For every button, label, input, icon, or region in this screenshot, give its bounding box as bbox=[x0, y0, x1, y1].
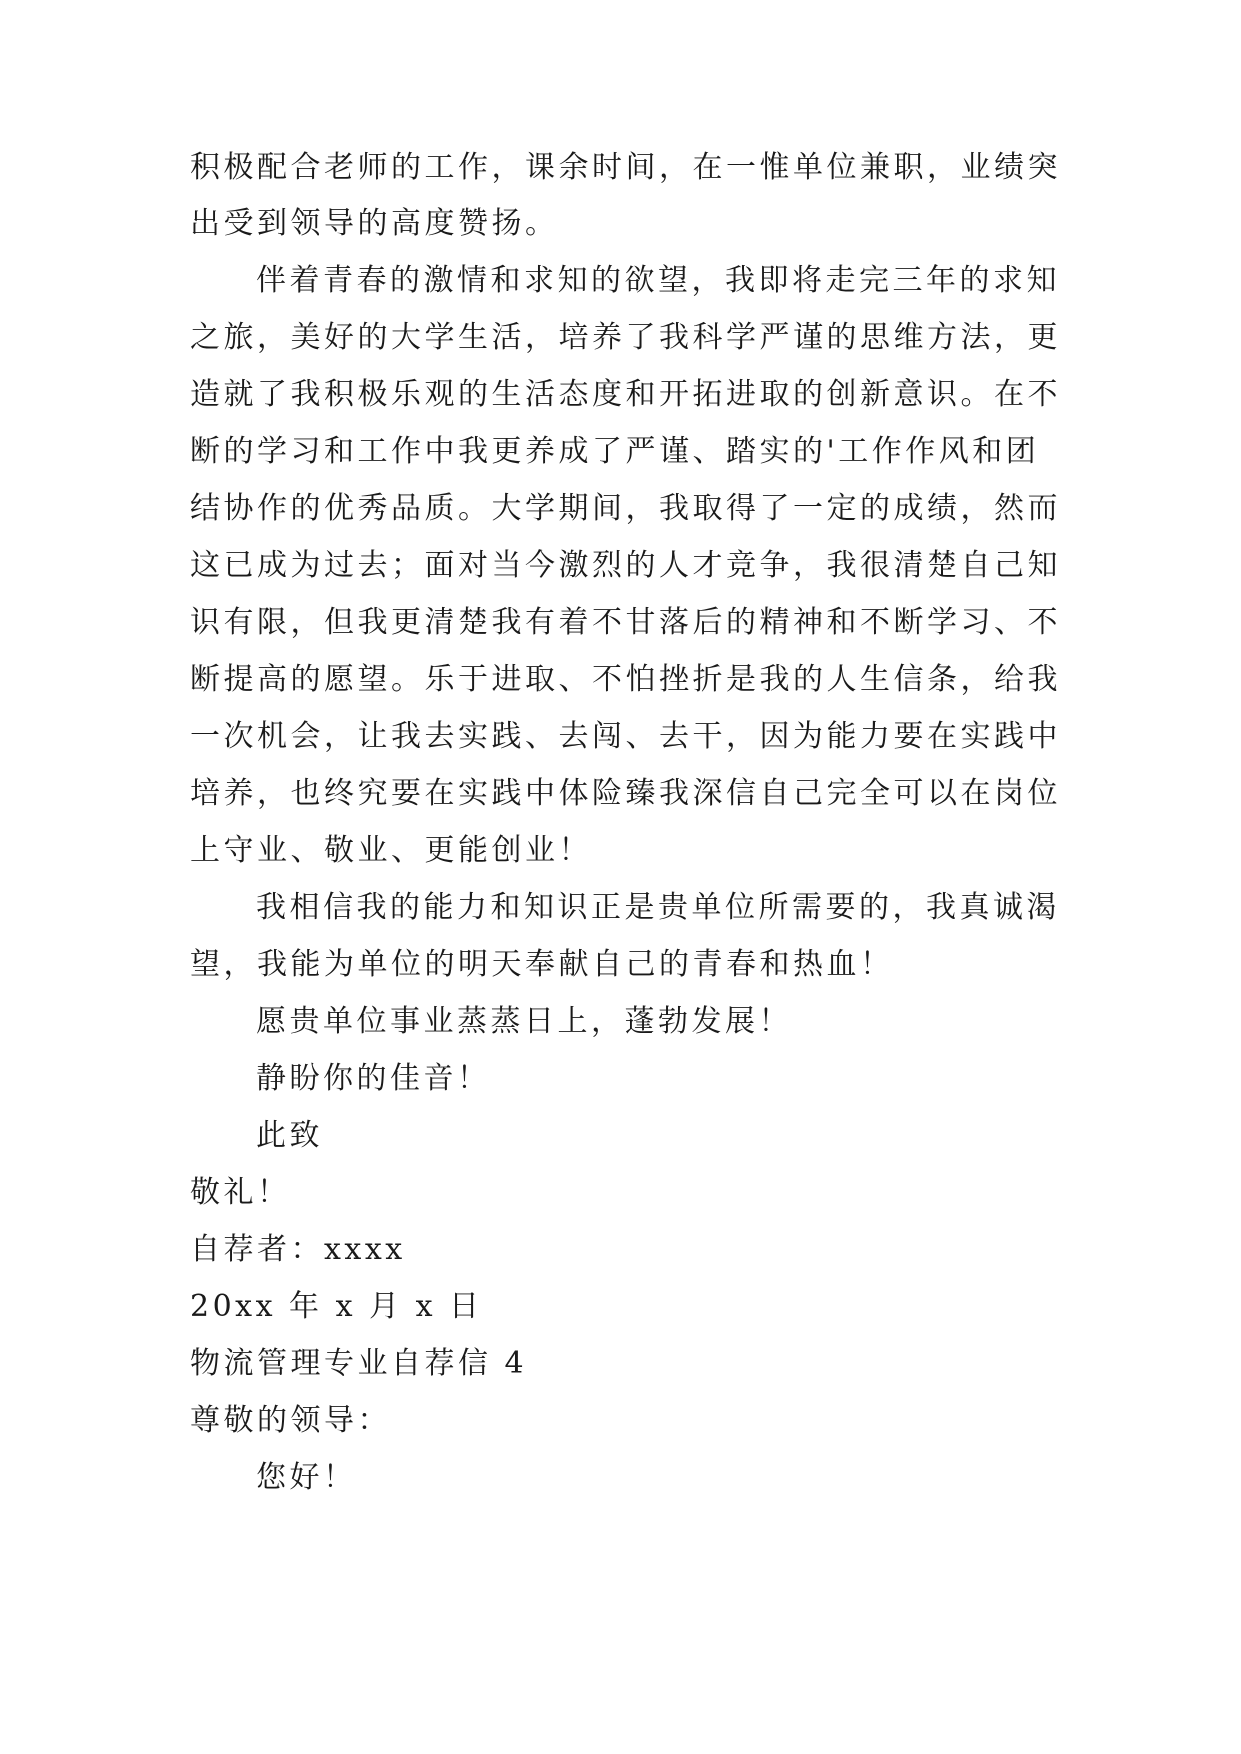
signature-line: 自荐者：xxxx bbox=[190, 1232, 406, 1267]
body-text-line: 一次机会，让我去实践、去闯、去干，因为能力要在实践中 bbox=[190, 719, 1061, 754]
closing-salutation: 此致 bbox=[256, 1118, 323, 1153]
paragraph-first-line: 伴着青春的激情和求知的欲望，我即将走完三年的求知 bbox=[256, 263, 1060, 298]
body-text-line: 造就了我积极乐观的生活态度和开拓进取的创新意识。在不 bbox=[190, 377, 1061, 412]
paragraph-first-line: 愿贵单位事业蒸蒸日上，蓬勃发展！ bbox=[256, 1004, 792, 1039]
greeting-hello: 您好！ bbox=[256, 1460, 357, 1495]
body-text-line: 积极配合老师的工作，课余时间，在一惟单位兼职，业绩突 bbox=[190, 150, 1061, 185]
body-text-line: 识有限，但我更清楚我有着不甘落后的精神和不断学习、不 bbox=[190, 605, 1061, 640]
body-text-line: 培养，也终究要在实践中体险臻我深信自己完全可以在岗位 bbox=[190, 776, 1061, 811]
date-line: 20xx 年 x 月 x 日 bbox=[190, 1289, 483, 1324]
body-text-line: 断的学习和工作中我更养成了严谨、踏实的'工作作风和团 bbox=[190, 434, 1040, 469]
body-text-line: 断提高的愿望。乐于进取、不怕挫折是我的人生信条，给我 bbox=[190, 662, 1061, 697]
paragraph-first-line: 我相信我的能力和知识正是贵单位所需要的，我真诚渴 bbox=[256, 890, 1060, 925]
closing-regards: 敬礼！ bbox=[190, 1175, 291, 1210]
body-text-line: 结协作的优秀品质。大学期间，我取得了一定的成绩，然而 bbox=[190, 491, 1061, 526]
closing-wish: 静盼你的佳音！ bbox=[256, 1061, 491, 1096]
body-text-line: 之旅，美好的大学生活，培养了我科学严谨的思维方法，更 bbox=[190, 320, 1061, 355]
section-title: 物流管理专业自荐信 4 bbox=[190, 1346, 528, 1381]
body-text-line: 出受到领导的高度赞扬。 bbox=[190, 206, 559, 241]
body-text-line: 上守业、敬业、更能创业！ bbox=[190, 833, 592, 868]
body-text-line: 这已成为过去；面对当今激烈的人才竞争，我很清楚自己知 bbox=[190, 548, 1061, 583]
greeting-line: 尊敬的领导： bbox=[190, 1403, 391, 1438]
body-text-line: 望，我能为单位的明天奉献自己的青春和热血！ bbox=[190, 947, 894, 982]
